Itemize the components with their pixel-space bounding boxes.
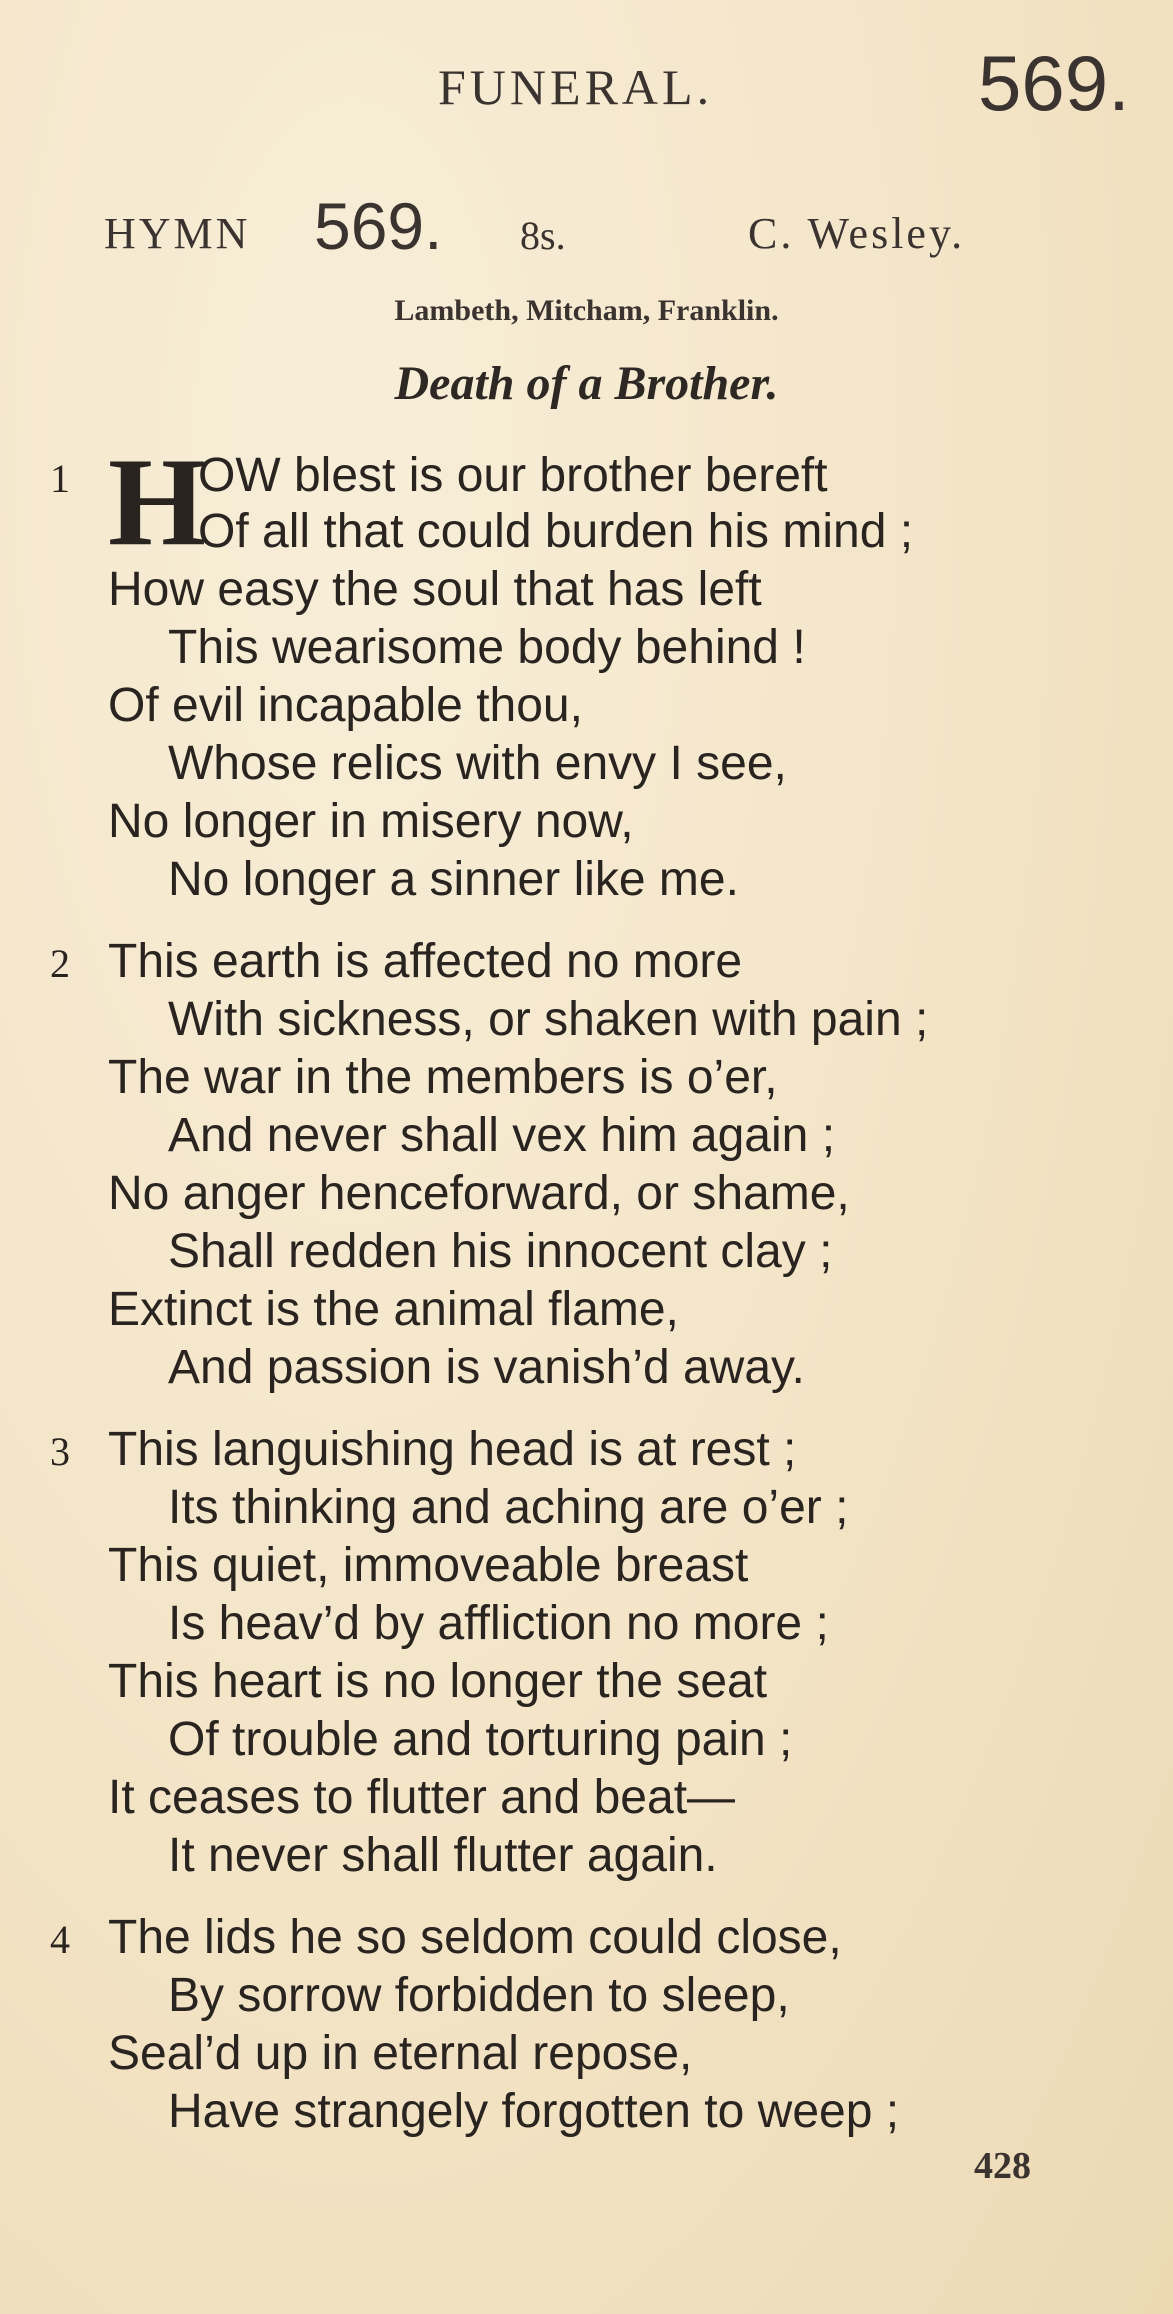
stanza-number: 4 [50, 1917, 70, 1962]
running-title: FUNERAL. [438, 59, 714, 115]
verse-line: With sickness, or shaken with pain ; [168, 993, 929, 1046]
verse-line: How easy the soul that has left [108, 563, 762, 616]
hymn-meter: 8s. [520, 213, 566, 258]
verse-line: Extinct is the animal flame, [108, 1283, 679, 1336]
stanza-number: 3 [50, 1429, 70, 1474]
verse-line: Its thinking and aching are o’er ; [168, 1481, 849, 1534]
verse-line: Shall redden his innocent clay ; [168, 1225, 833, 1278]
verse-line: This quiet, immoveable breast [108, 1539, 749, 1592]
signature-mark: 428 [974, 2145, 1031, 2187]
verse-line: Of evil incapable thou, [108, 679, 583, 732]
verse-line: Of all that could burden his mind ; [198, 505, 914, 558]
page-number: 569. [978, 39, 1130, 127]
verse-line: Of trouble and torturing pain ; [168, 1713, 793, 1766]
drop-cap-letter: H [108, 433, 207, 572]
stanza-number: 2 [50, 941, 70, 986]
verse-line: By sorrow forbidden to sleep, [168, 1969, 790, 2022]
verse-line: This heart is no longer the seat [108, 1655, 768, 1708]
verse-line: The lids he so seldom could close, [108, 1911, 842, 1964]
verse-line: No longer a sinner like me. [168, 853, 739, 906]
verse-line: No longer in misery now, [108, 795, 634, 848]
verse-line: Seal’d up in eternal repose, [108, 2027, 693, 2080]
verse-line: Is heav’d by affliction no more ; [168, 1597, 829, 1650]
verse-line: This earth is affected no more [108, 935, 743, 988]
verse-line: And never shall vex him again ; [168, 1109, 836, 1162]
verse-line: This wearisome body behind ! [168, 621, 806, 674]
verse-line: Have strangely forgotten to weep ; [168, 2085, 900, 2138]
hymn-number: 569. [314, 189, 443, 263]
verse-line: OW blest is our brother bereft [198, 449, 828, 502]
tune-names: Lambeth, Mitcham, Franklin. [394, 294, 779, 327]
hymn-label: HYMN [104, 209, 251, 258]
verse-line: And passion is vanish’d away. [168, 1341, 805, 1394]
hymn-title: Death of a Brother. [394, 357, 779, 410]
verse-line: This languishing head is at rest ; [108, 1423, 797, 1476]
verse-line: It ceases to flutter and beat— [108, 1771, 736, 1824]
stanza-number: 1 [50, 456, 70, 501]
hymn-author: C. Wesley. [748, 209, 966, 258]
verse-line: Whose relics with envy I see, [168, 737, 787, 790]
verse-line: No anger henceforward, or shame, [108, 1167, 850, 1220]
verse-line: The war in the members is o’er, [108, 1051, 778, 1104]
verse-line: It never shall flutter again. [168, 1829, 718, 1882]
